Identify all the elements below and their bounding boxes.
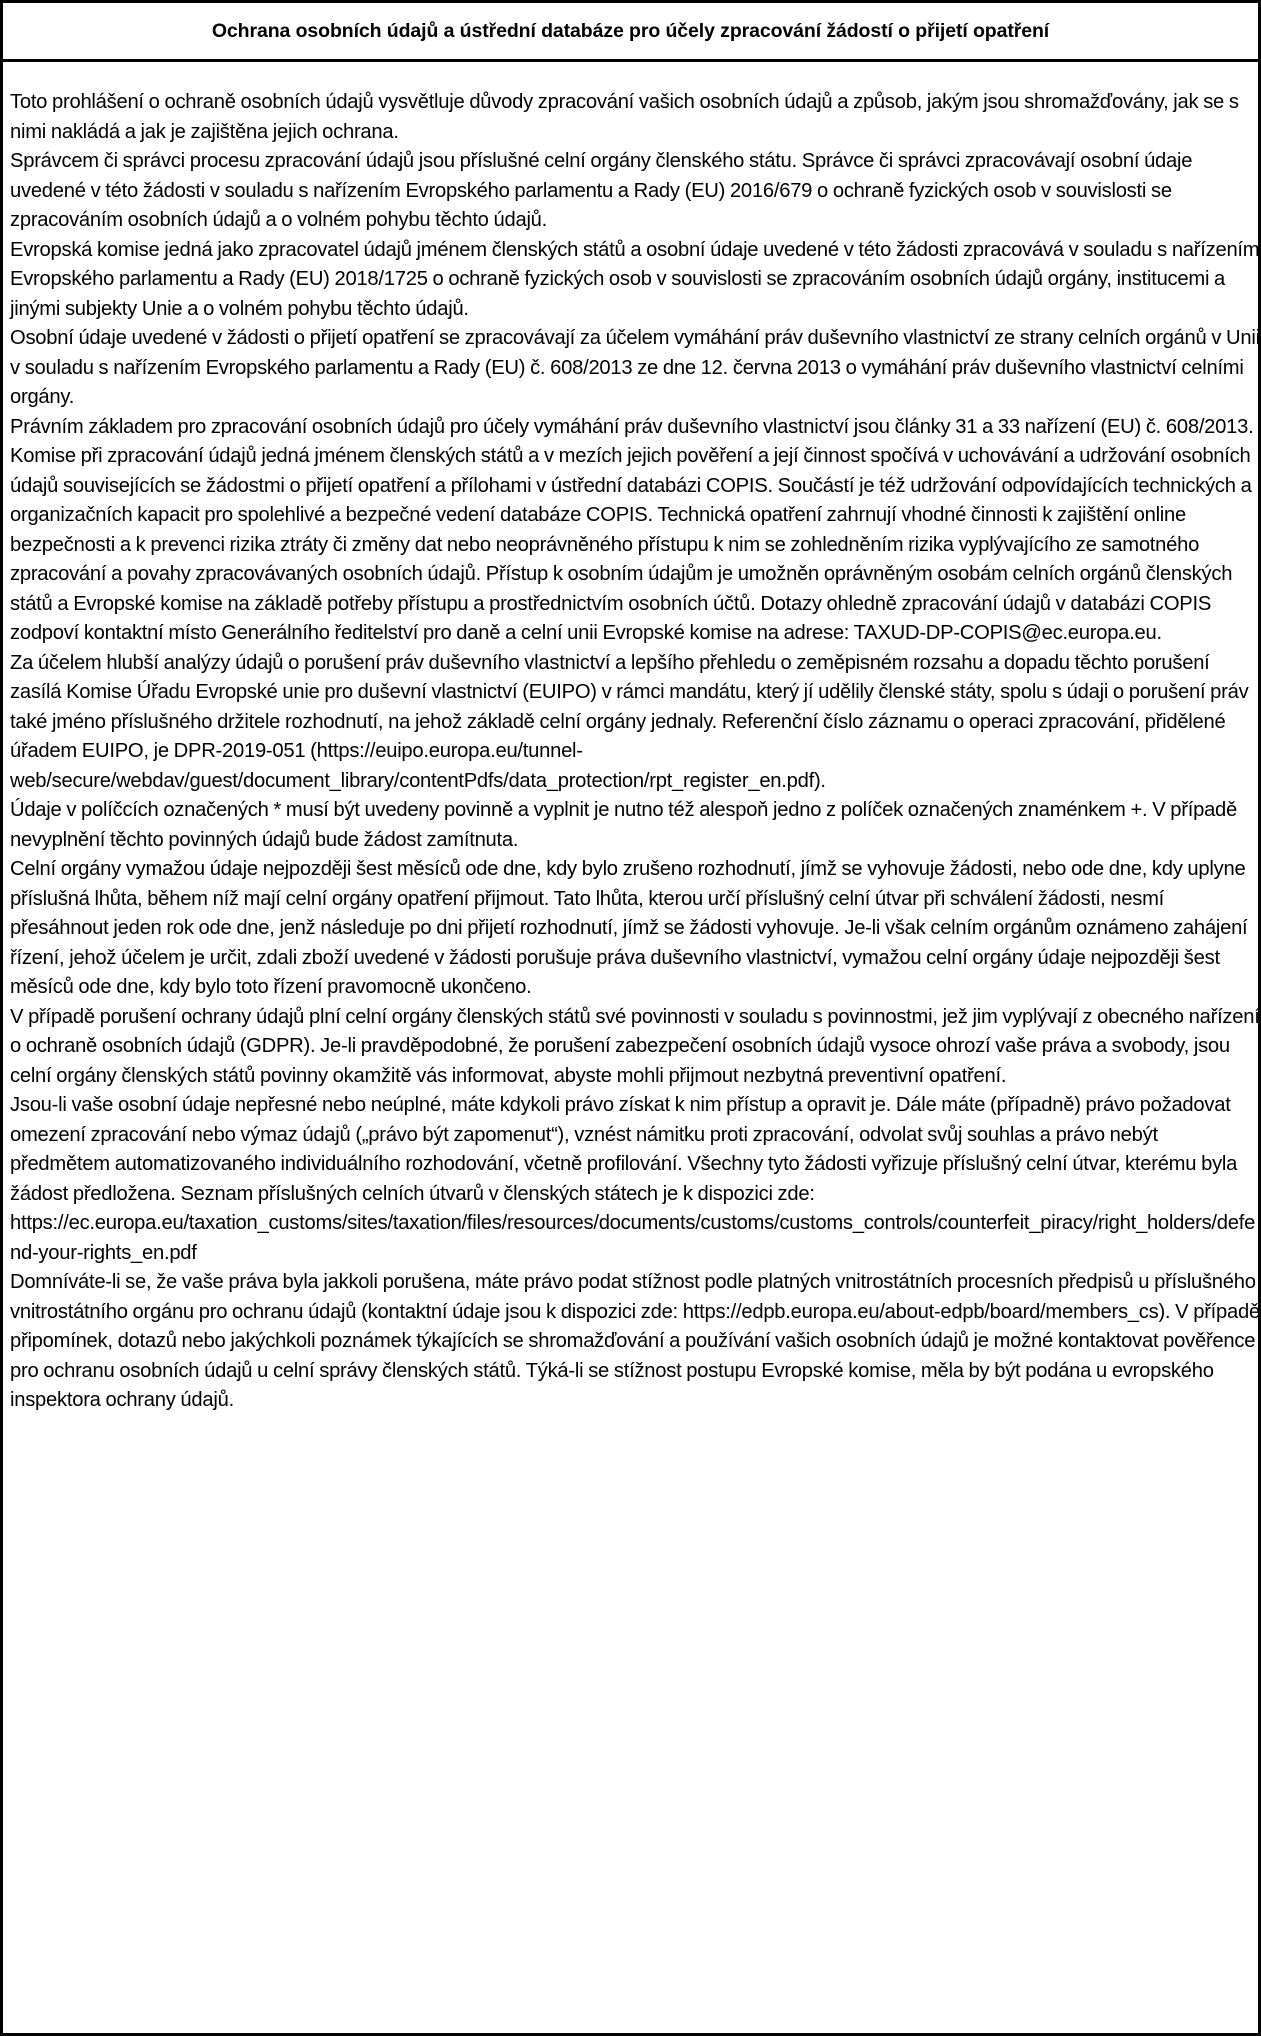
text-area: [10, 88, 1260, 1416]
paragraph-data-breach: V případě porušení ochrany údajů plní celní orgány členských států své povinnosti v souladu s povinnostmi, jež jim vyplývají z obecného nařízení o ochraně osobních údajů (GDPR). Je-li pravděpodobné, že porušení zabezpečení osobních údajů vysoce ohrozí vaše práva a svobody, jsou celní orgány členských států povinny okamžitě vás informovat, abyste mohli přijmout nezbytná preventivní opatření.: [10, 1005, 1260, 1087]
paragraph-copis: Komise při zpracování údajů jedná jménem členských států a v mezích jejich pověření a její činnost spočívá v uchovávání a udržování osobních údajů souvisejících se žádostmi o přijetí opatření a přílohami v ústřední databázi COPIS. Součástí je též udržování odpovídajících technických a organizačních kapacit pro spolehlivé a bezpečné vedení databáze COPIS. Technická opatření zahrnují vhodné činnosti k zajištění online bezpečnosti a k prevenci rizika ztráty či změny dat nebo neoprávněného přístupu k nim se zohledněním rizika vyplývajícího ze samotného zpracování a povahy zpracovávaných osobních údajů. Přístup k osobním údajům je umožněn oprávněným osobám celních orgánů členských států a Evropské komise na základě potřeby přístupu a prostřednictvím osobních účtů. Dotazy ohledně zpracování údajů v databázi COPIS zodpoví kontaktní místo Generálního ředitelství pro daně a celní unii Evropské komise na adrese: TAXUD-DP-COPIS@ec.europa.eu.: [10, 445, 1252, 644]
document-body: [0, 60, 1261, 2036]
paragraph-purpose: Osobní údaje uvedené v žádosti o přijetí opatření se zpracovávají za účelem vymáhání práv duševního vlastnictví ze strany celních orgánů v Unii v souladu s nařízením Evropského parlamentu a Rady (EU) č. 608/2013 ze dne 12. června 2013 o vymáhání práv duševního vlastnictví celními orgány.: [10, 327, 1260, 408]
paragraph-euipo: Za účelem hlubší analýzy údajů o porušení práv duševního vlastnictví a lepšího přehledu o zeměpisném rozsahu a dopadu těchto porušení zasílá Komise Úřadu Evropské unie pro duševní vlastnictví (EUIPO) v rámci mandátu, který jí udělily členské státy, spolu s údaji o porušení práv také jméno příslušného držitele rozhodnutí, na jehož základě celní orgány jednaly. Referenční číslo záznamu o operaci zpracování, přidělené úřadem EUIPO, je DPR-2019-051 (https://euipo.europa.eu/tunnel-web/secure/webdav/guest/document_library/contentPdfs/data_protection/rpt_register_en.pdf).: [10, 651, 1249, 792]
paragraph-processor: Evropská komise jedná jako zpracovatel údajů jménem členských států a osobní údaje uvedené v této žádosti zpracovává v souladu s nařízením Evropského parlamentu a Rady (EU) 2018/1725 o ochraně fyzických osob v souvislosti se zpracováním osobních údajů orgány, institucemi a jinými subjekty Unie a o volném pohybu těchto údajů.: [10, 238, 1260, 320]
paragraph-rights: Jsou-li vaše osobní údaje nepřesné nebo neúplné, máte kdykoli právo získat k nim přístup a opravit je. Dále máte (případně) právo požadovat omezení zpracování nebo výmaz údajů („právo být zapomenut“), vznést námitku proti zpracování, odvolat svůj souhlas a právo nebýt předmětem automatizovaného individuálního rozhodování, včetně profilování. Všechny tyto žádosti vyřizuje příslušný celní útvar, kterému byla žádost předložena. Seznam příslušných celních útvarů v členských státech je k dispozici zde: https://ec.europa.eu/taxation_customs/sites/taxation/files/resources/documents/customs/customs_controls/counterfeit_piracy/right_holders/defend-your-rights_en.pdf: [10, 1094, 1256, 1264]
paragraph-retention: Celní orgány vymažou údaje nejpozději šest měsíců ode dne, kdy bylo zrušeno rozhodnutí, jímž se vyhovuje žádosti, nebo ode dne, kdy uplyne příslušná lhůta, během níž mají celní orgány opatření přijmout. Tato lhůta, kterou určí příslušný celní útvar při schválení žádosti, nesmí přesáhnout jeden rok ode dne, jenž následuje po dni přijetí rozhodnutí, jímž se žádosti vyhovuje. Je-li však celním orgánům oznámeno zahájení řízení, jehož účelem je určit, zdali zboží uvedené v žádosti porušuje práva duševního vlastnictví, vymažou celní orgány údaje nejpozději šest měsíců ode dne, kdy bylo toto řízení pravomocně ukončeno.: [10, 858, 1248, 998]
paragraph-controller: Správcem či správci procesu zpracování údajů jsou příslušné celní orgány členského státu. Správce či správci zpracovávají osobní údaje uvedené v této žádosti v souladu s nařízením Evropského parlamentu a Rady (EU) 2016/679 o ochraně fyzických osob v souvislosti se zpracováním osobních údajů a o volném pohybu těchto údajů.: [10, 150, 1193, 231]
document-header: [0, 0, 1261, 62]
paragraph-legal-basis: Právním základem pro zpracování osobních údajů pro účely vymáhání práv duševního vlastnictví jsou články 31 a 33 nařízení (EU) č. 608/2013.: [10, 415, 1254, 438]
paragraph-mandatory-fields: Údaje v políčcích označených * musí být uvedeny povinně a vyplnit je nutno též alespoň jedno z políček označených znaménkem +. V případě nevyplnění těchto povinných údajů bude žádost zamítnuta.: [10, 799, 1238, 851]
paragraph-intro: Toto prohlášení o ochraně osobních údajů vysvětluje důvody zpracování vašich osobních údajů a způsob, jakým jsou shromažďovány, jak se s nimi nakládá a jak je zajištěna jejich ochrana.: [10, 91, 1239, 143]
paragraph-complaints: Domníváte-li se, že vaše práva byla jakkoli porušena, máte právo podat stížnost podle platných vnitrostátních procesních předpisů u příslušného vnitrostátního orgánu pro ochranu údajů (kontaktní údaje jsou k dispozici zde: https://edpb.europa.eu/about-edpb/board/members_cs). V případě připomínek, dotazů nebo jakýchkoli poznámek týkajících se shromažďování a používání vašich osobních údajů je možné kontaktovat pověřence pro ochranu osobních údajů u celní správy členských států. Týká-li se stížnost postupu Evropské komise, měla by být podána u evropského inspektora ochrany údajů.: [10, 1271, 1260, 1411]
document-title: Ochrana osobních údajů a ústřední databáze pro účely zpracování žádostí o přijetí opatření: [211, 19, 1050, 42]
